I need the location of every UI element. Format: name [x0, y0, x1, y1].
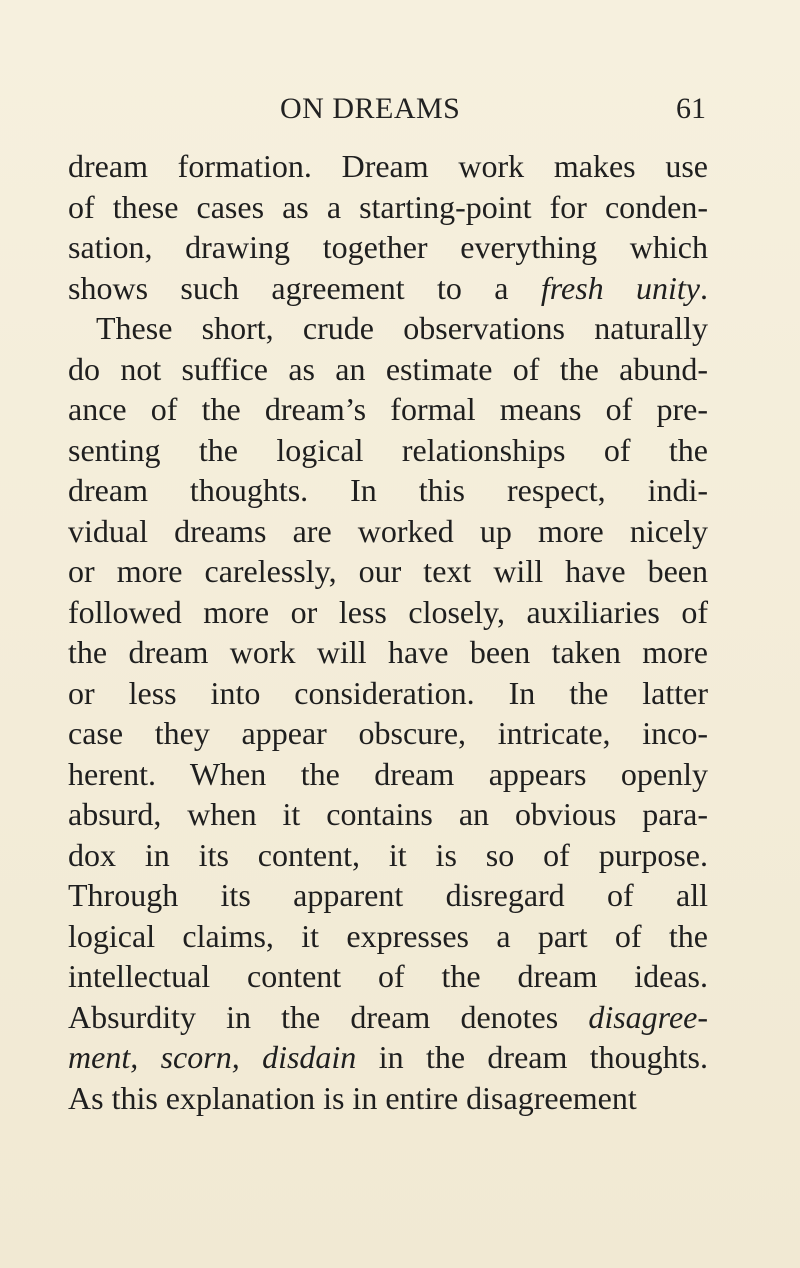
text-line	[68, 308, 708, 349]
text-line	[68, 470, 708, 511]
text-line	[68, 916, 708, 957]
text-line	[68, 713, 708, 754]
text-segment: As this explanation is in entire disagreement	[68, 1079, 637, 1116]
text-line	[68, 551, 708, 592]
text-segment: Absurdity in the dream denotes	[68, 998, 589, 1035]
body-text	[68, 146, 708, 1118]
text-segment: Through its apparent disregard of all	[68, 877, 708, 913]
text-segment: intellectual content of the dream ideas.	[68, 958, 708, 994]
text-line	[68, 592, 708, 633]
text-segment: herent. When the dream appears openly	[68, 755, 708, 792]
text-segment: dox in its content, it is so of purpose.	[68, 836, 708, 873]
text-line	[68, 875, 708, 916]
text-line	[68, 754, 708, 795]
text-segment: the dream work will have been taken more	[68, 634, 708, 670]
text-segment: vidual dreams are worked up more nicely	[68, 512, 708, 549]
page-number: 61	[676, 92, 706, 125]
text-line	[68, 794, 708, 835]
text-segment: absurd, when it contains an obvious para-	[68, 796, 708, 832]
paragraph	[68, 308, 708, 1118]
text-line	[68, 1037, 708, 1078]
text-line	[68, 146, 708, 187]
text-line	[68, 632, 708, 673]
text-segment: dream formation. Dream work makes use	[68, 148, 708, 184]
text-segment: of these cases as a starting-point for conden-	[68, 188, 708, 225]
paragraph	[68, 146, 708, 308]
text-segment: These short, crude observations naturally	[96, 310, 708, 346]
text-line	[68, 268, 708, 309]
text-line	[68, 187, 708, 228]
text-segment: dream thoughts. In this respect, indi-	[68, 472, 708, 508]
text-line	[68, 511, 708, 552]
text-segment: do not suffice as an estimate of the abund-	[68, 350, 708, 387]
italic-text: disagree-	[588, 998, 708, 1035]
text-segment: case they appear obscure, intricate, inco-	[68, 715, 708, 751]
text-line	[68, 389, 708, 430]
text-line	[68, 956, 708, 997]
text-line	[68, 227, 708, 268]
text-line	[68, 430, 708, 471]
text-segment: ance of the dream’s formal means of pre-	[68, 391, 708, 427]
text-segment: in the dream thoughts.	[356, 1039, 709, 1075]
page-header	[68, 92, 708, 132]
text-segment: senting the logical relationships of the	[68, 431, 708, 468]
text-segment: sation, drawing together everything which	[68, 229, 708, 265]
italic-text: fresh unity	[540, 269, 701, 306]
italic-text: ment, scorn, disdain	[68, 1039, 357, 1075]
text-line	[68, 349, 708, 390]
text-line	[68, 1078, 708, 1119]
text-line	[68, 673, 708, 714]
text-segment: followed more or less closely, auxiliaries of	[68, 593, 708, 630]
text-segment: logical claims, it expresses a part of the	[68, 917, 708, 954]
text-segment: shows such agreement to a	[68, 269, 541, 306]
text-segment: .	[700, 269, 709, 306]
running-title: ON DREAMS	[280, 92, 461, 125]
text-line	[68, 835, 708, 876]
text-line	[68, 997, 708, 1038]
text-segment: or more carelessly, our text will have been	[68, 553, 708, 589]
text-segment: or less into consideration. In the latter	[68, 674, 708, 711]
